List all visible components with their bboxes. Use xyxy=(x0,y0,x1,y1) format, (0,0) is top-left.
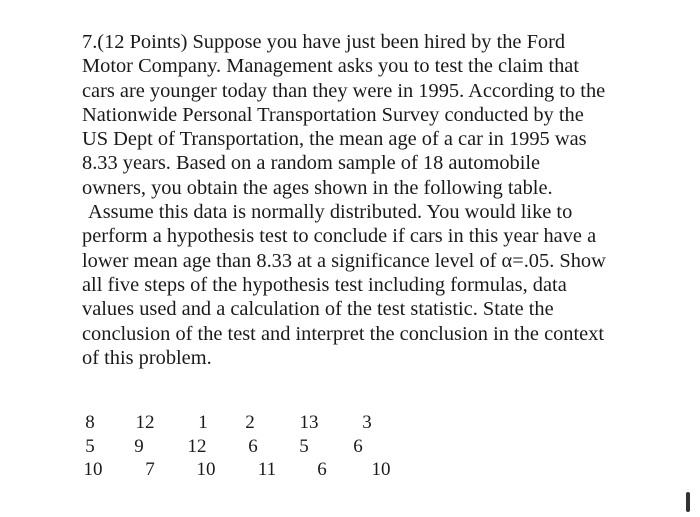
problem-line: cars are younger today than they were in 1995. According to the xyxy=(82,79,606,102)
data-cell: 6 xyxy=(317,459,327,480)
data-cell: 7 xyxy=(145,459,155,480)
data-cell: 6 xyxy=(353,435,363,457)
data-cell: 13 xyxy=(299,412,319,433)
data-cell: 10 xyxy=(196,459,216,480)
problem-statement xyxy=(82,30,642,370)
data-cell: 12 xyxy=(135,412,155,433)
data-cell: 3 xyxy=(362,412,372,433)
problem-line: 8.33 years. Based on a random sample of 18 automobile xyxy=(82,152,541,175)
problem-line: conclusion of the test and interpret the conclusion in the context xyxy=(82,322,605,345)
problem-line: perform a hypothesis test to conclude if cars in this year have a xyxy=(82,225,597,248)
data-cell: 1 xyxy=(198,412,208,433)
data-cell: 2 xyxy=(245,412,255,433)
problem-line: US Dept of Transportation, the mean age of a car in 1995 was xyxy=(82,128,587,151)
data-cell: 9 xyxy=(134,435,144,457)
data-cell: 6 xyxy=(248,435,258,457)
data-cell: 10 xyxy=(83,459,103,480)
data-cell: 10 xyxy=(371,459,391,480)
problem-line: all five steps of the hypothesis test including formulas, data xyxy=(82,273,567,296)
data-cell: 8 xyxy=(85,412,95,433)
data-cell: 12 xyxy=(187,435,207,457)
scrollbar-thumb[interactable] xyxy=(686,492,690,512)
problem-line: Motor Company. Management asks you to test the claim that xyxy=(82,55,580,78)
problem-line: owners, you obtain the ages shown in the following table. xyxy=(82,176,553,199)
problem-line: Nationwide Personal Transportation Survey conducted by the xyxy=(82,103,584,126)
problem-line: Assume this data is normally distributed. You would like to xyxy=(88,201,573,224)
data-cell: 5 xyxy=(85,435,95,457)
problem-line: lower mean age than 8.33 at a significance level of α=.05. Show xyxy=(82,249,606,272)
data-cell: 5 xyxy=(299,435,309,457)
problem-line: 7.(12 Points) Suppose you have just been hired by the Ford xyxy=(82,31,566,53)
data-cell: 11 xyxy=(257,459,277,480)
problem-line: of this problem. xyxy=(82,346,212,369)
problem-line: values used and a calculation of the test statistic. State the xyxy=(82,298,554,321)
